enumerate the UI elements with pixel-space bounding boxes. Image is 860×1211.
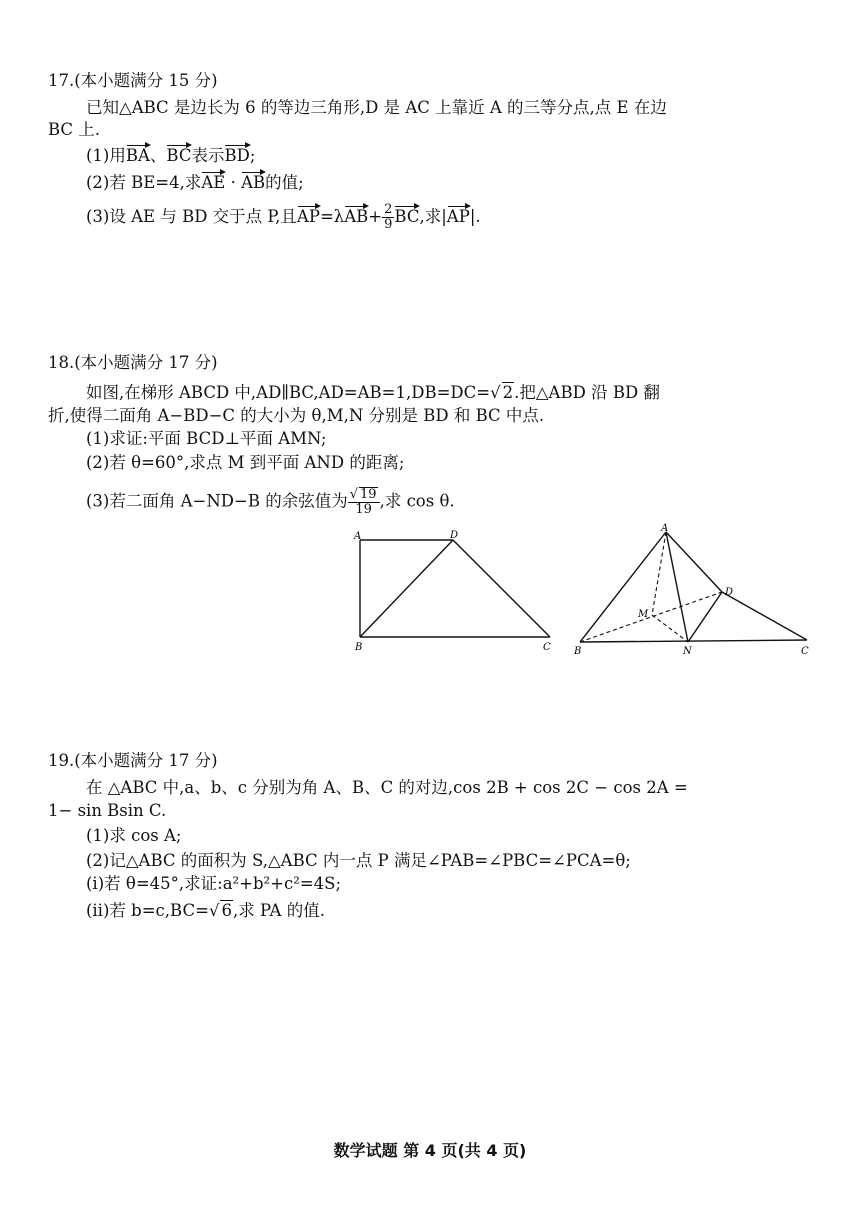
label-a: A (354, 531, 362, 542)
sqrt-radicand: 6 (221, 901, 232, 920)
text: .把△ABD 沿 BD 翻 (514, 383, 660, 402)
text: ,求 cos θ. (379, 491, 455, 511)
text: 表示 (191, 146, 225, 165)
edge-nd (688, 592, 722, 642)
sqrt-sign: √ (208, 901, 220, 920)
edge-am-hidden (652, 532, 666, 615)
q17-heading: 17.(本小题满分 15 分) (48, 71, 218, 90)
numerator: √ 19 (348, 487, 380, 503)
vector-bc: BC (166, 146, 192, 165)
sqrt-radicand: 19 (360, 487, 377, 502)
sqrt-radicand: 2 (502, 383, 514, 402)
page-footer: 数学试题 第 4 页(共 4 页) (333, 1141, 527, 1160)
text: (ⅱ)若 b=c,BC= (86, 901, 209, 920)
denominator: 9 (384, 217, 393, 232)
edge-ad (666, 532, 722, 592)
text: ; (249, 146, 256, 165)
tetrahedron-figure (570, 522, 815, 660)
q19-part2-ii (86, 900, 325, 921)
q18-intro-line1 (86, 382, 660, 403)
label-b: B (574, 646, 582, 657)
q19-part2-i: (ⅰ)若 θ=45°,求证:a²+b²+c²=4S; (86, 874, 342, 893)
q18-intro-line2: 折,使得二面角 A−BD−C 的大小为 θ,M,N 分别是 BD 和 BC 中点. (48, 406, 545, 425)
q19-part1: (1)求 cos A; (86, 826, 182, 845)
vector-ae: AE (201, 173, 226, 192)
vector-bc: BC (394, 207, 420, 226)
q17-intro-line2: BC 上. (48, 120, 101, 139)
q19-intro-line2: 1− sin Bsin C. (48, 801, 167, 820)
text: (1)用 (86, 146, 126, 165)
fraction-two-ninths (382, 203, 394, 232)
vector-ab: AB (344, 207, 369, 226)
q19-part2: (2)记△ABC 的面积为 S,△ABC 内一点 P 满足∠PAB=∠PBC=∠PCA=θ; (86, 851, 631, 870)
text: 的值; (265, 173, 304, 192)
fraction-sqrt19-over-19 (348, 487, 380, 517)
vector-bd: BD (224, 146, 250, 165)
label-b: B (355, 642, 363, 653)
segment-dc (453, 540, 550, 637)
label-d: D (450, 530, 459, 541)
label-m: M (638, 609, 649, 620)
text: ,求 PA 的值. (232, 901, 325, 920)
edge-bc (580, 640, 807, 642)
text: (3)若二面角 A−ND−B 的余弦值为 (86, 491, 348, 511)
q18-part1: (1)求证:平面 BCD⊥平面 AMN; (86, 429, 327, 448)
vector-ap: AP (296, 207, 320, 226)
q17-part3 (86, 203, 481, 232)
trapezoid-figure (350, 528, 560, 656)
numerator: 2 (384, 202, 393, 217)
label-a: A (661, 523, 669, 534)
q17-part1 (86, 146, 255, 166)
q17-part2 (86, 173, 304, 193)
edge-bd-hidden (580, 592, 722, 642)
vector-ba: BA (125, 146, 150, 165)
text: (3)设 AE 与 BD 交于点 P,且 (86, 207, 297, 226)
segment-bd (360, 540, 453, 637)
q19-intro-line1: 在 △ABC 中,a、b、c 分别为角 A、B、C 的对边,cos 2B + cos 2C − cos 2A = (86, 778, 688, 797)
edge-ab (580, 532, 666, 642)
edge-an (666, 532, 688, 642)
text: ,求| (419, 207, 447, 226)
q18-part3 (86, 487, 455, 517)
text: (2)若 BE=4,求 (86, 173, 202, 192)
text: 如图,在梯形 ABCD 中,AD∥BC,AD=AB=1,DB=DC= (86, 383, 491, 402)
text: · (225, 173, 242, 192)
text: =λ (319, 207, 345, 226)
label-c: C (801, 646, 809, 657)
q18-heading: 18.(本小题满分 17 分) (48, 353, 218, 372)
vector-ab: AB (241, 173, 266, 192)
label-d: D (725, 587, 734, 598)
vector-ap: AP (446, 207, 470, 226)
label-n: N (683, 646, 692, 657)
q17-intro-line1: 已知△ABC 是边长为 6 的等边三角形,D 是 AC 上靠近 A 的三等分点,点 E 在边 (86, 98, 667, 117)
q19-heading: 19.(本小题满分 17 分) (48, 751, 218, 770)
sqrt-sign: √ (490, 383, 501, 402)
denominator: 19 (355, 502, 372, 517)
text: |. (469, 207, 481, 226)
text: + (368, 207, 383, 226)
edge-dc (722, 592, 807, 640)
q18-part2: (2)若 θ=60°,求点 M 到平面 AND 的距离; (86, 453, 405, 472)
label-c: C (543, 642, 551, 653)
text: 、 (149, 146, 167, 165)
edge-mn-hidden (652, 615, 688, 642)
